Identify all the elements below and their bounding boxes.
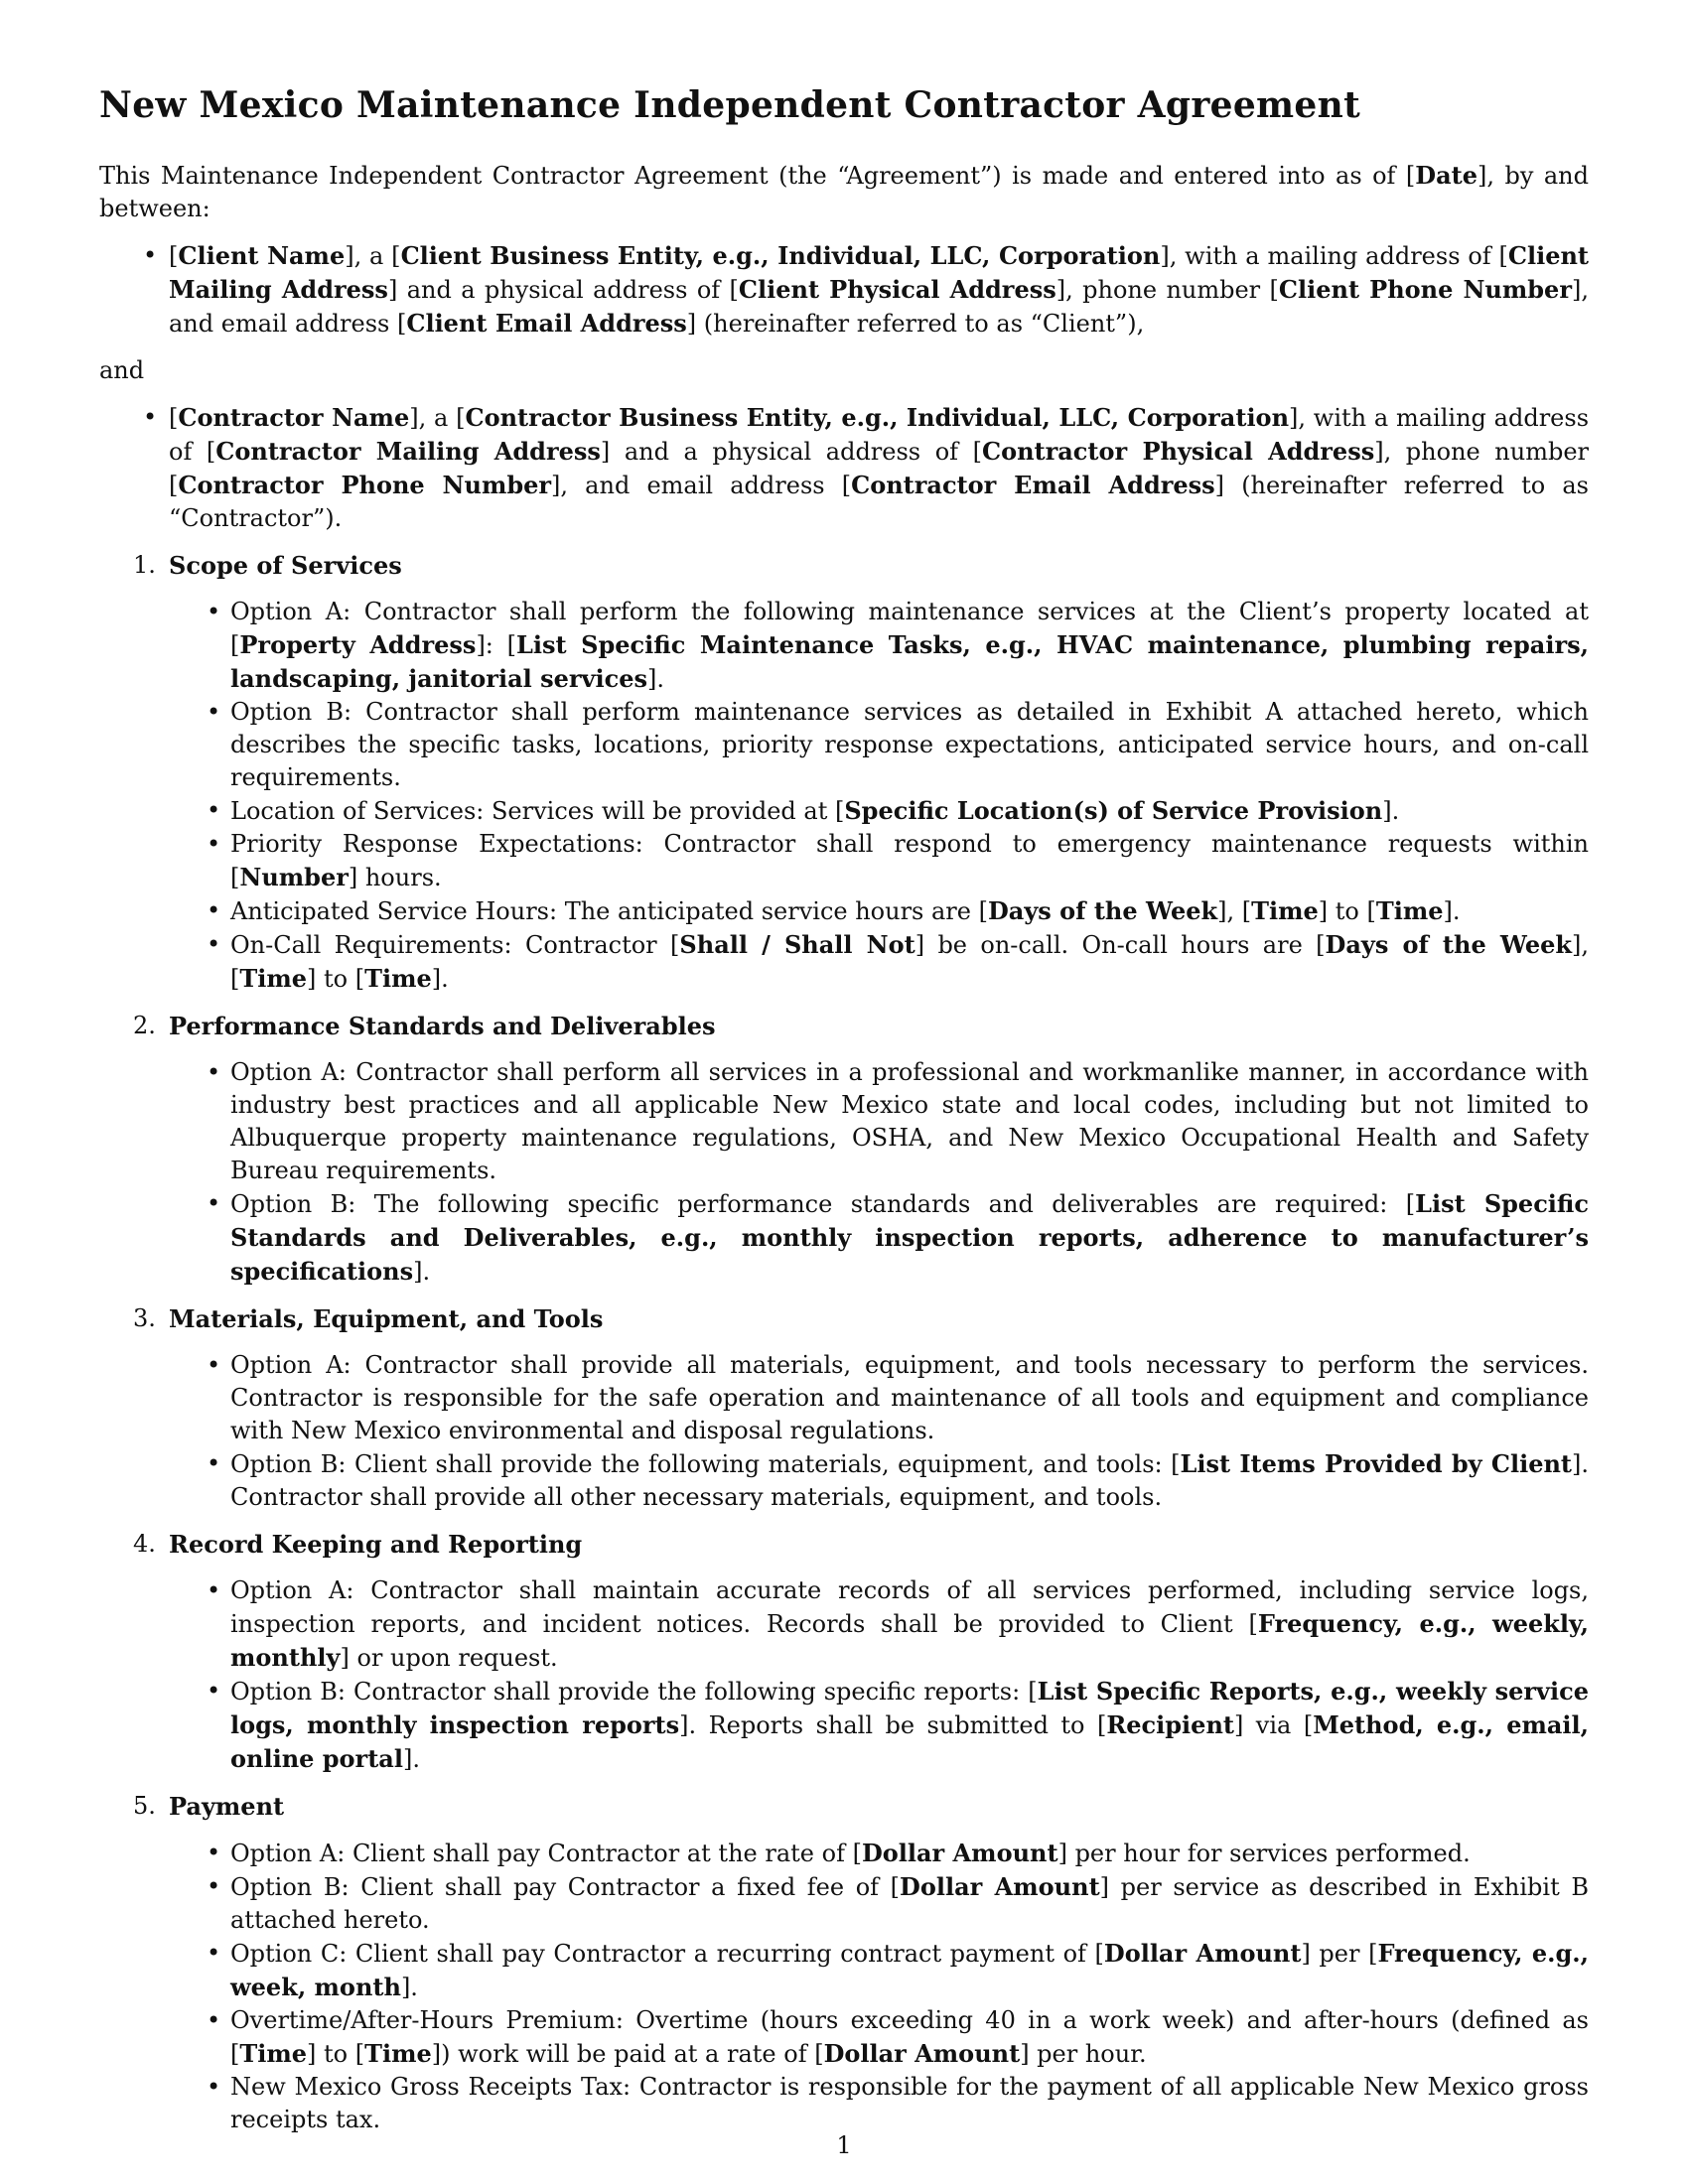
list-item: • Option B: Contractor shall perform maintenance services as detailed in Exhibit A attached hereto, which describes the specific tasks, locations, priority response expectations, anticipated service hours, and on-call requirements. xyxy=(230,696,1589,794)
section-2 xyxy=(99,1010,1589,1289)
section-title: Record Keeping and Reporting xyxy=(169,1530,583,1559)
sections-list xyxy=(99,549,1589,2136)
section-title: Performance Standards and Deliverables xyxy=(169,1012,716,1040)
client-party-list xyxy=(99,239,1589,341)
list-item: • Option A: Contractor shall provide all materials, equipment, and tools necessary to perform the services. Contractor is responsible for the safe operation and maintenance of all tools and equipment and compliance with New Mexico environmental and disposal regulations. xyxy=(230,1349,1589,1447)
section-number: 2. xyxy=(133,1012,156,1039)
document-title: New Mexico Maintenance Independent Contractor Agreement xyxy=(99,84,1361,126)
section-3 xyxy=(99,1302,1589,1514)
section-items xyxy=(169,596,1589,996)
section-number: 5. xyxy=(133,1792,156,1820)
list-item: • Option B: Client shall provide the following materials, equipment, and tools: [List Items Provided by Client]. Contractor shall provide all other necessary materials, equipment, and tools. xyxy=(230,1447,1589,1514)
date-field: Date xyxy=(1415,161,1477,190)
list-item: • New Mexico Gross Receipts Tax: Contractor is responsible for the payment of all applicable New Mexico gross receipts tax. xyxy=(230,2071,1589,2136)
section-5 xyxy=(99,1790,1589,2136)
intro-paragraph: This Maintenance Independent Contractor Agreement (the “Agreement”) is made and entered into as of [Date], by and between: xyxy=(99,161,1589,222)
client-party: • [Client Name], a [Client Business Entity, e.g., Individual, LLC, Corporation], with a mailing address of [Client Mailing Address] and a physical address of [Client Physical Address], phone number [Client Phone Number], and email address [Client Email Address] (hereinafter referred to as “Client”), xyxy=(169,239,1589,341)
section-number: 3. xyxy=(133,1304,156,1332)
list-item: • Option C: Client shall pay Contractor a recurring contract payment of [Dollar Amount] per [Frequency, e.g., week, month]. xyxy=(230,1937,1589,2004)
section-title: Scope of Services xyxy=(169,551,402,580)
list-item: • Option B: Contractor shall provide the following specific reports: [List Specific Reports, e.g., weekly service logs, monthly inspection reports]. Reports shall be submitted to [Recipient] via [Method, e.g., email, online portal]. xyxy=(230,1675,1589,1776)
section-items xyxy=(169,1837,1589,2136)
list-item: • Anticipated Service Hours: The anticipated service hours are [Days of the Week], [Time] to [Time]. xyxy=(230,894,1589,928)
list-item: • Priority Response Expectations: Contractor shall respond to emergency maintenance requests within [Number] hours. xyxy=(230,828,1589,894)
list-item: • Option B: The following specific performance standards and deliverables are required: [List Specific Standards and Deliverables, e.g., monthly inspection reports, adherence to manufacturer’s specifications]. xyxy=(230,1187,1589,1289)
document-body xyxy=(99,159,1589,2150)
section-items xyxy=(169,1574,1589,1776)
section-title: Payment xyxy=(169,1792,285,1821)
list-item: • Option A: Contractor shall perform the following maintenance services at the Client’s property located at [Property Address]: [List Specific Maintenance Tasks, e.g., HVAC maintenance, plumbing repairs, landscaping, janitorial services]. xyxy=(230,596,1589,696)
contractor-party: • [Contractor Name], a [Contractor Business Entity, e.g., Individual, LLC, Corporation], with a mailing address of [Contractor Mailing Address] and a physical address of [Contractor Physical Address], phone number [Contractor Phone Number], and email address [Contractor Email Address] (hereinafter referred to as “Contractor”). xyxy=(169,401,1589,535)
list-item: • Option A: Contractor shall maintain accurate records of all services performed, including service logs, inspection reports, and incident notices. Records shall be provided to Client [Frequency, e.g., weekly, monthly] or upon request. xyxy=(230,1574,1589,1675)
section-number: 1. xyxy=(133,551,156,579)
section-items xyxy=(169,1349,1589,1514)
contractor-party-list xyxy=(99,401,1589,535)
list-item: • Overtime/After-Hours Premium: Overtime (hours exceeding 40 in a work week) and after-hours (defined as [Time] to [Time]) work will be paid at a rate of [Dollar Amount] per hour. xyxy=(230,2004,1589,2071)
list-item: • On-Call Requirements: Contractor [Shall / Shall Not] be on-call. On-call hours are [Days of the Week], [Time] to [Time]. xyxy=(230,928,1589,996)
section-4 xyxy=(99,1528,1589,1776)
document-page xyxy=(99,0,1589,2184)
section-1 xyxy=(99,549,1589,996)
and-connector: and xyxy=(99,356,145,384)
list-item: • Option B: Client shall pay Contractor a fixed fee of [Dollar Amount] per service as described in Exhibit B attached hereto. xyxy=(230,1870,1589,1937)
section-number: 4. xyxy=(133,1530,156,1558)
section-items xyxy=(169,1056,1589,1289)
list-item: • Option A: Client shall pay Contractor at the rate of [Dollar Amount] per hour for services performed. xyxy=(230,1837,1589,1870)
section-title: Materials, Equipment, and Tools xyxy=(169,1304,604,1333)
list-item: • Location of Services: Services will be provided at [Specific Location(s) of Service Provision]. xyxy=(230,794,1589,828)
page-number: 1 xyxy=(836,2131,852,2159)
list-item: • Option A: Contractor shall perform all services in a professional and workmanlike manner, in accordance with industry best practices and all applicable New Mexico state and local codes, including but not limited to Albuquerque property maintenance regulations, OSHA, and New Mexico Occupational Health and Safety Bureau requirements. xyxy=(230,1056,1589,1187)
